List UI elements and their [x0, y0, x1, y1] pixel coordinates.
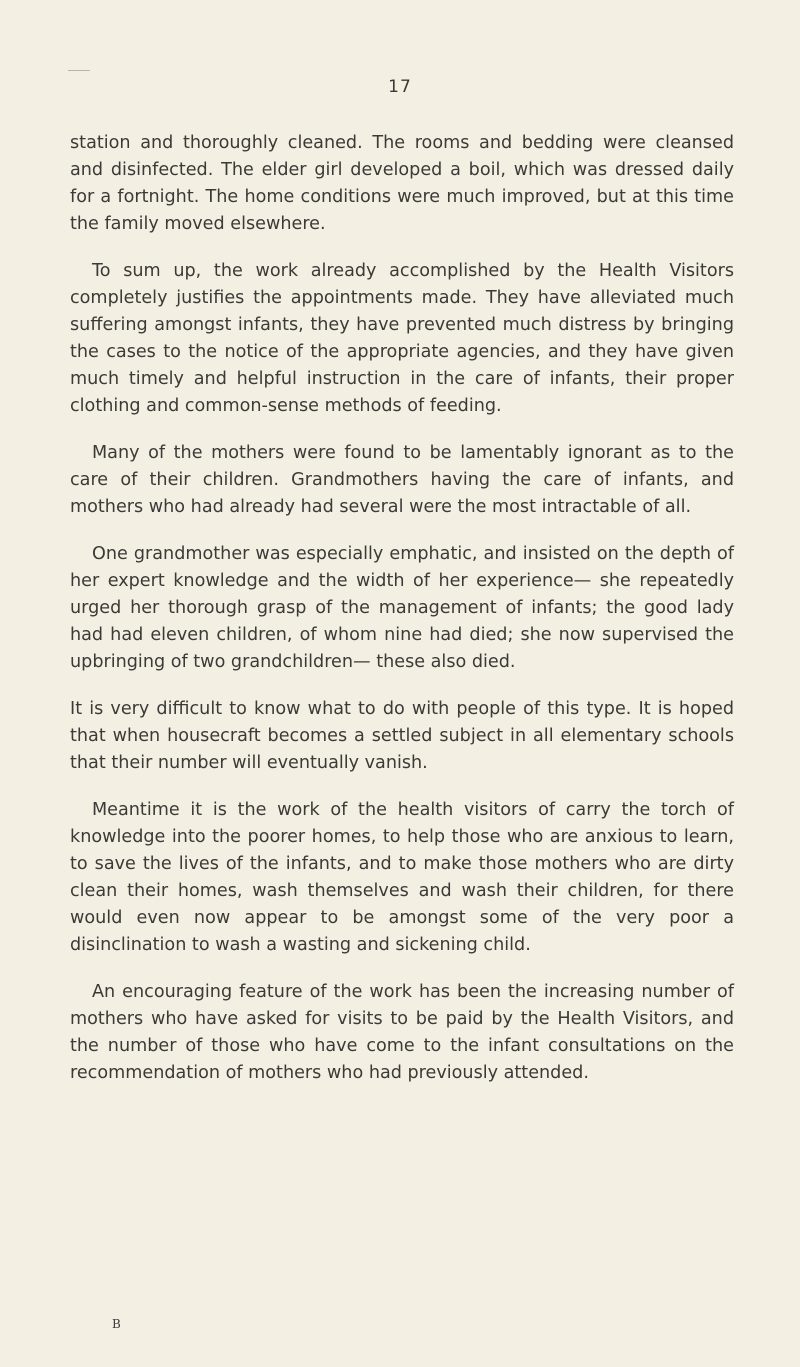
paragraph-6: Meantime it is the work of the health visitors of carry the torch of knowledge into the poorer homes, to help those who are anxious to learn, to save the lives of the infants, and to make those mothers who are dirty clean their homes, wash themselves and wash their children, for there would even now appear to be amongst some of the very poor a disinclination to wash a wasting and sickening child. [70, 800, 734, 955]
signature-mark: B [112, 1317, 121, 1331]
paragraph-3: Many of the mothers were found to be lamentably ignorant as to the care of their children. Grandmothers having the care of infants, and mothers who had already had several were the most intractable of all. [70, 443, 734, 517]
paragraph-7: An encouraging feature of the work has been the increasing number of mothers who have asked for visits to be paid by the Health Visitors, and the number of those who have come to the infant consultations on the recommendation of mothers who had previously attended. [70, 982, 734, 1083]
page-number: 17 [388, 77, 412, 97]
paragraph-5: It is very difficult to know what to do with people of this type. It is hoped that when housecraft becomes a settled subject in all elementary schools that their number will eventually vanish. [70, 699, 734, 773]
body-text [70, 130, 734, 1107]
paragraph-1: station and thoroughly cleaned. The rooms and bedding were cleansed and disinfected. The elder girl developed a boil, which was dressed daily for a fortnight. The home conditions were much improved, but at this time the family moved elsewhere. [70, 133, 734, 234]
stray-ink-mark [68, 70, 90, 71]
paragraph-2: To sum up, the work already accomplished by the Health Visitors completely justifies the appointments made. They have alleviated much suffering amongst infants, they have prevented much distress by bringing the cases to the notice of the appropriate agencies, and they have given much timely and helpful instruction in the care of infants, their proper clothing and common-sense methods of feeding. [70, 261, 734, 416]
paragraph-4: One grandmother was especially emphatic, and insisted on the depth of her expert knowledge and the width of her experience— she repeatedly urged her thorough grasp of the management of infants; the good lady had had eleven children, of whom nine had died; she now supervised the upbringing of two grandchildren— these also died. [70, 544, 734, 672]
